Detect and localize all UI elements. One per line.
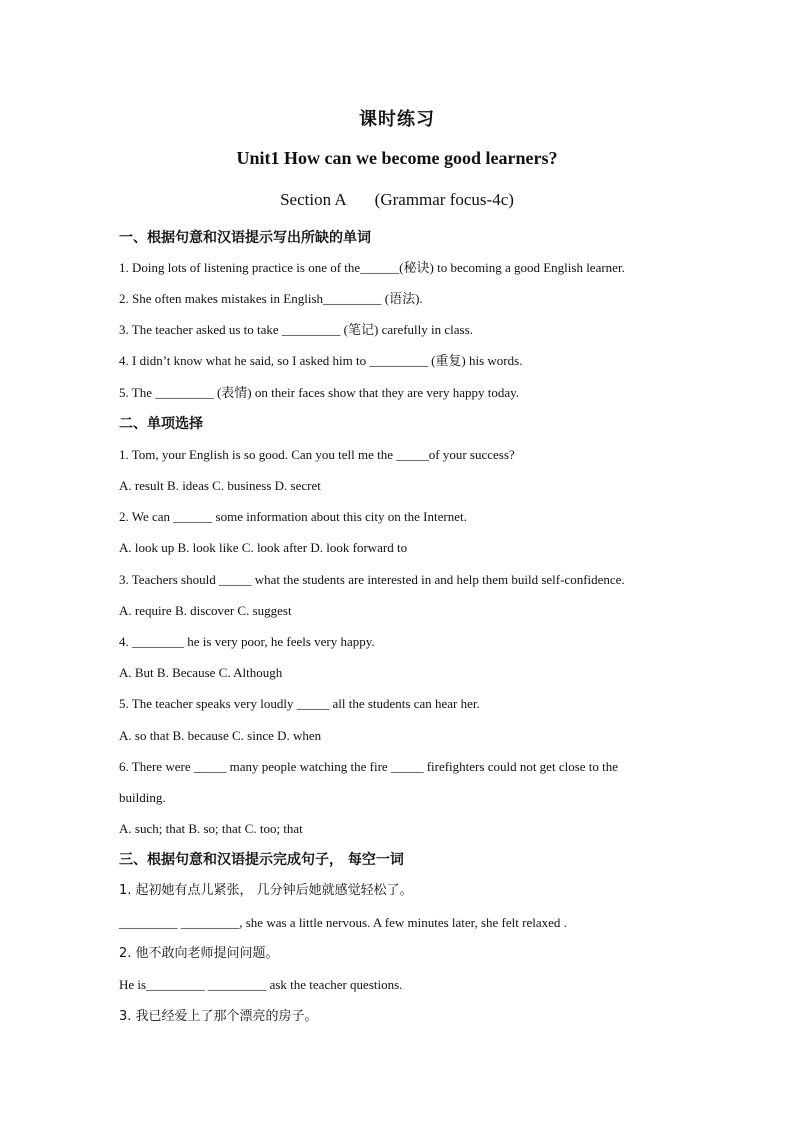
exercise-line: A. look up B. look like C. look after D. look forward to (119, 540, 408, 555)
exercise-line: He is_________ _________ ask the teacher questions. (119, 977, 403, 992)
exercise-line: 4. ________ he is very poor, he feels very happy. (119, 634, 375, 649)
exercise-line: A. result B. ideas C. business D. secret (119, 478, 321, 493)
exercise-line: 2. She often makes mistakes in English_________ (语法). (119, 291, 423, 306)
section-name: Section A (280, 190, 347, 209)
exercise-line: 5. The _________ (表情) on their faces show that they are very happy today. (119, 385, 520, 400)
section-heading: 二、单项选择 (119, 416, 203, 432)
exercise-line: A. such; that B. so; that C. too; that (119, 821, 303, 836)
exercise-line: A. so that B. because C. since D. when (119, 728, 322, 743)
exercise-line: _________ _________, she was a little nervous. A few minutes later, she felt relaxed . (119, 915, 567, 930)
exercise-line: 1. Tom, your English is so good. Can you tell me the _____of your success? (119, 447, 515, 462)
exercise-line: 5. The teacher speaks very loudly _____ all the students can hear her. (119, 696, 480, 711)
page-title: 课时练习 (359, 109, 435, 130)
exercise-line: 4. I didn’t know what he said, so I asked him to _________ (重复) his words. (119, 353, 523, 368)
exercise-line: 3. Teachers should _____ what the students are interested in and help them build self-confidence. (119, 572, 625, 587)
exercise-line: 6. There were _____ many people watching the fire _____ firefighters could not get close to the (119, 759, 619, 774)
exercise-line: A. But B. Because C. Although (119, 665, 283, 680)
exercise-line: A. require B. discover C. suggest (119, 603, 292, 618)
chinese-prompt: 1. 起初她有点儿紧张， 几分钟后她就感觉轻松了。 (119, 883, 413, 898)
exercise-line: 3. The teacher asked us to take _________ (笔记) carefully in class. (119, 322, 473, 337)
exercise-line: 1. Doing lots of listening practice is one of the______(秘诀) to becoming a good English learner. (119, 260, 625, 275)
section-heading: 一、根据句意和汉语提示写出所缺的单词 (119, 230, 371, 246)
chinese-prompt: 3. 我已经爱上了那个漂亮的房子。 (119, 1009, 318, 1024)
section-title (0, 190, 794, 210)
chinese-prompt: 2. 他不敢向老师提问问题。 (119, 946, 279, 961)
exercise-line: building. (119, 790, 166, 805)
section-topic: (Grammar focus-4c) (374, 190, 514, 209)
unit-title: Unit1 How can we become good learners? (236, 148, 558, 168)
section-heading: 三、根据句意和汉语提示完成句子， 每空一词 (119, 852, 404, 868)
exercise-line: 2. We can ______ some information about this city on the Internet. (119, 509, 467, 524)
